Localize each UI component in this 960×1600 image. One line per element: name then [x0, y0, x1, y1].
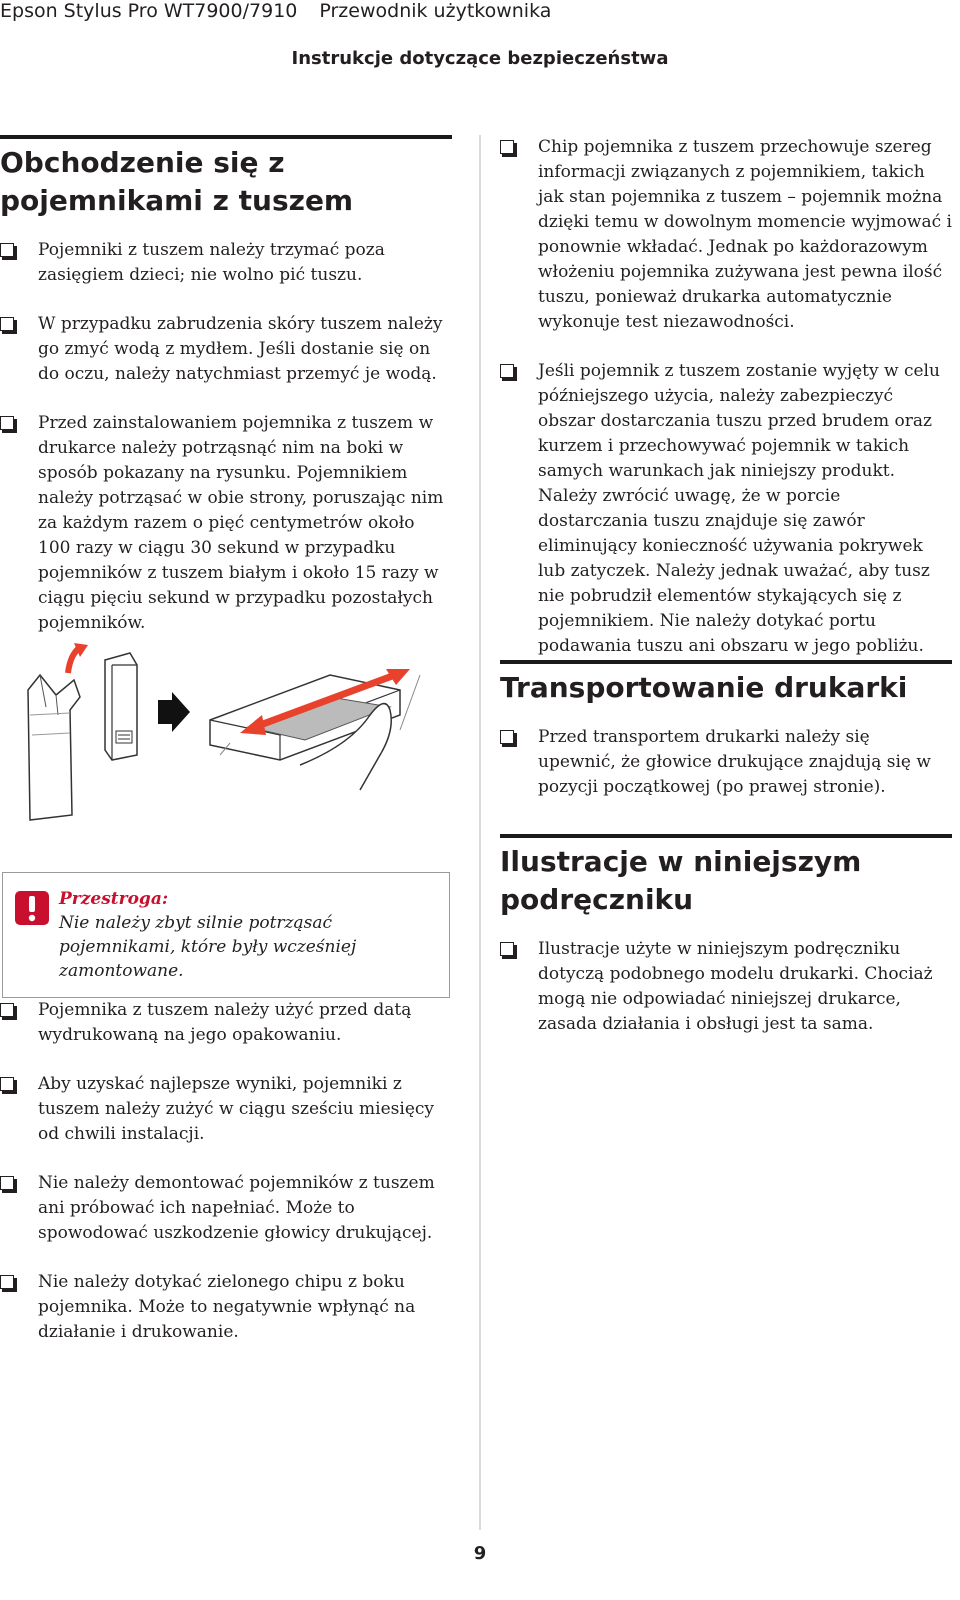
bullet-box-icon	[0, 243, 14, 257]
header-product: Epson Stylus Pro WT7900/7910	[0, 0, 298, 22]
list-item	[500, 725, 952, 800]
list-item	[500, 359, 952, 659]
list-item-text: W przypadku zabrudzenia skóry tuszem należy go zmyć wodą z mydłem. Jeśli dostanie się on do oczu, należy natychmiast przemyć je wodą.	[38, 314, 443, 384]
list-item-text: Przed zainstalowaniem pojemnika z tuszem w drukarce należy potrząsnąć nim na boki w sposób pokazany na rysunku. Pojemnikiem należy potrząsać w obie strony, poruszając nim za każdym razem o pięć centymetrów około 100 razy w ciągu 30 sekund w przypadku pojemników z tuszem białym i około 15 razy w ciągu pięciu sekund w przypadku pozostałych pojemników.	[38, 413, 444, 633]
section-title-ink-handling: Obchodzenie się z pojemnikami z tuszem	[0, 146, 354, 217]
list-item	[0, 998, 452, 1048]
running-header	[0, 0, 573, 22]
caution-title: Przestroga:	[59, 889, 169, 909]
bullet-box-icon	[500, 140, 514, 154]
rotate-arrow-icon	[68, 643, 88, 673]
list-item-text: Nie należy dotykać zielonego chipu z boku pojemnika. Może to negatywnie wpłynąć na działanie i drukowanie.	[38, 1272, 416, 1342]
section-title-transport: Transportowanie drukarki	[500, 671, 908, 704]
shake-cartridge-illustration	[0, 635, 456, 835]
warning-icon	[15, 891, 49, 925]
column-divider	[479, 135, 481, 1530]
list-item-text: Ilustracje użyte w niniejszym podręczniku dotyczą podobnego modelu drukarki. Chociaż mogą nie odpowiadać niniejszej drukarce, zasada działania i obsługi jest ta sama.	[538, 939, 933, 1034]
cartridge-upright-icon	[105, 653, 137, 760]
caution-text: Nie należy zbyt silnie potrząsać pojemnikami, które były wcześniej zamontowane.	[59, 913, 357, 981]
bullet-box-icon	[500, 364, 514, 378]
header-guide: Przewodnik użytkownika	[319, 0, 552, 22]
list-item-text: Chip pojemnika z tuszem przechowuje szereg informacji związanych z pojemnikiem, takich jak stan pojemnika z tuszem – pojemnik można dzięki temu w dowolnym momencie wyjmować i ponownie wkładać. Jednak po każdorazowym włożeniu pojemnika zużywana jest pewna ilość tuszu, ponieważ drukarka automatycznie wykonuje test niezawodności.	[538, 137, 952, 332]
list-item	[0, 238, 452, 288]
list-item-text: Nie należy demontować pojemników z tuszem ani próbować ich napełniać. Może to spowodować uszkodzenie głowicy drukującej.	[38, 1173, 435, 1243]
bullet-box-icon	[0, 1275, 14, 1289]
list-item-text: Pojemniki z tuszem należy trzymać poza zasięgiem dzieci; nie wolno pić tuszu.	[38, 240, 385, 285]
bullet-box-icon	[0, 1003, 14, 1017]
chapter-title: Instrukcje dotyczące bezpieczeństwa	[291, 48, 669, 69]
bullet-box-icon	[0, 1176, 14, 1190]
list-item	[0, 1171, 452, 1246]
list-item	[0, 411, 452, 636]
caution-box	[2, 872, 450, 998]
list-item-text: Przed transportem drukarki należy się upewnić, że głowice drukujące znajdują się w pozycji początkowej (po prawej stronie).	[538, 727, 931, 797]
bullet-box-icon	[0, 317, 14, 331]
list-item-text: Aby uzyskać najlepsze wyniki, pojemniki z tuszem należy zużyć w ciągu sześciu miesięcy od chwili instalacji.	[38, 1074, 435, 1144]
list-item	[0, 312, 452, 387]
section-title-illustrations: Ilustracje w niniejszym podręczniku	[500, 845, 862, 916]
list-item	[0, 1072, 452, 1147]
bullet-box-icon	[0, 1077, 14, 1091]
cartridge-package-icon	[28, 675, 80, 820]
bullet-box-icon	[0, 416, 14, 430]
list-item-text: Jeśli pojemnik z tuszem zostanie wyjęty w celu późniejszego użycia, należy zabezpieczyć obszar dostarczania tuszu przed brudem oraz kurzem i przechowywać pojemnik w takich samych warunkach jak niniejszy produkt. Należy zwrócić uwagę, że w porcie dostarczania tuszu znajduje się zawór eliminujący konieczność używania pokrywek lub zatyczek. Należy jednak uważać, aby tusz nie pobrudził elementów stykających się z pojemnikiem. Nie należy dotykać portu podawania tuszu ani obszaru w jego pobliżu.	[538, 361, 940, 656]
list-item	[500, 937, 952, 1037]
page-number: 9	[473, 1543, 487, 1564]
list-item	[0, 1270, 452, 1345]
list-item	[500, 135, 952, 335]
list-item-text: Pojemnika z tuszem należy użyć przed datą wydrukowaną na jego opakowaniu.	[38, 1000, 412, 1045]
next-step-arrow-icon	[158, 692, 190, 732]
bullet-box-icon	[500, 730, 514, 744]
bullet-box-icon	[500, 942, 514, 956]
